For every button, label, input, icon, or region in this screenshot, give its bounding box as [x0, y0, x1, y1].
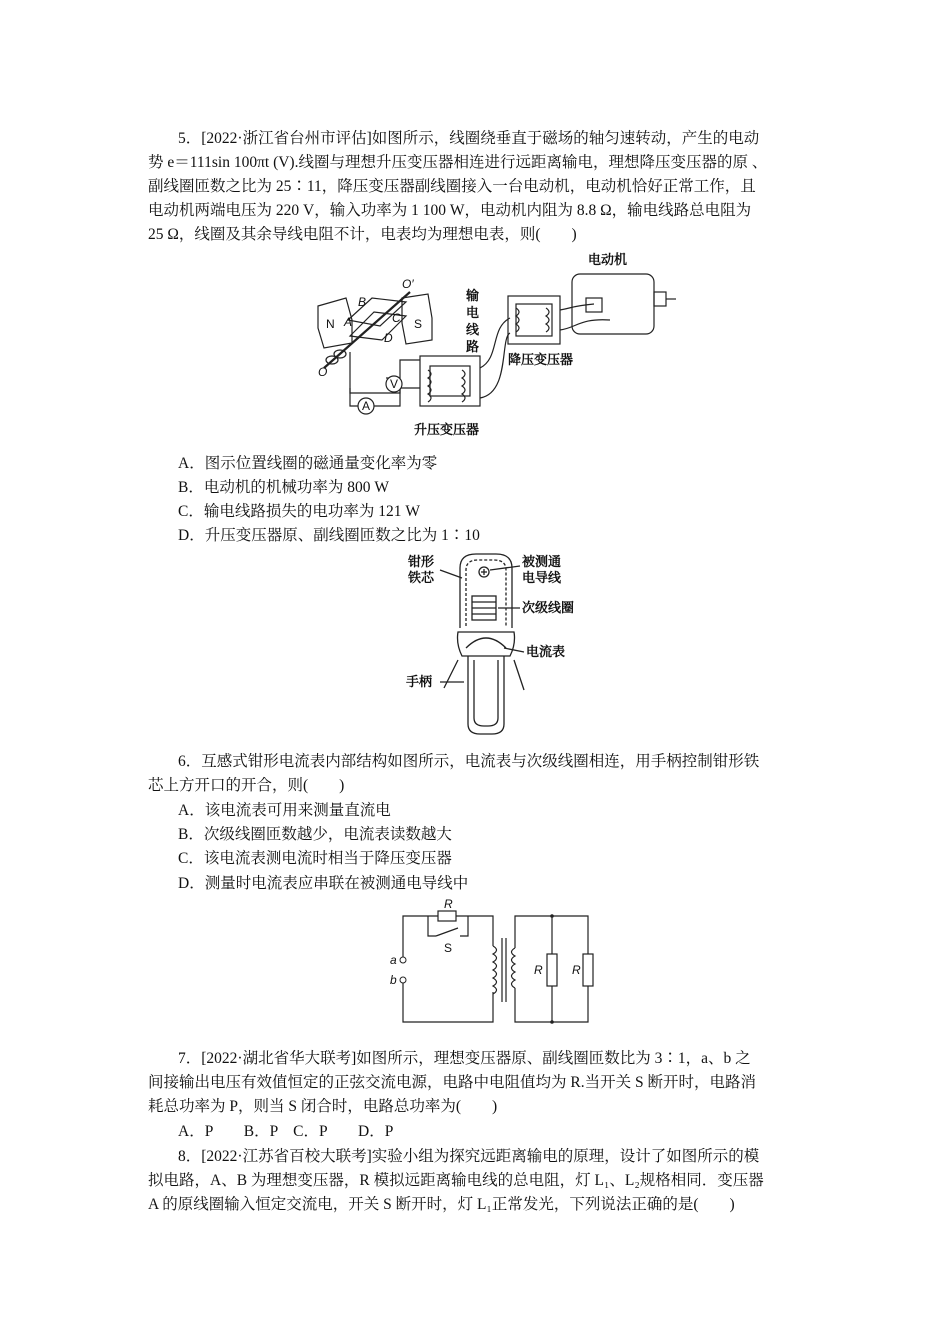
q5-option-a: A．图示位置线圈的磁通量变化率为零 [178, 455, 438, 472]
q7-line-3: 耗总功率为 P，则当 S 闭合时，电路总功率为( ) [148, 1098, 498, 1115]
label-r-top: R [444, 898, 453, 911]
terminal-b [400, 977, 406, 983]
q8-line-3: A 的原线圈输入恒定交流电，开关 S 断开时，灯 L₁正常发光，下列说法正确的是( ) [148, 1196, 735, 1213]
label-r-right: R [572, 963, 581, 977]
q6-option-d: D．测量时电流表应串联在被测通电导线中 [178, 875, 469, 892]
label-b: B [358, 295, 367, 309]
step-up-label: 升压变压器 [414, 422, 480, 437]
q7-options: A．P B．P C．P D．P [178, 1123, 394, 1140]
wire-label-2: 电导线 [522, 570, 562, 585]
secondary-coil-label: 次级线圈 [522, 600, 575, 615]
q6-figure [400, 548, 580, 740]
ammeter-label: 电流表 [526, 644, 566, 659]
q5-line-4: 电动机两端电压为 220 V，输入功率为 1 100 W，电动机内阻为 8.8 Ω，输电线路总电阻为 [148, 202, 752, 219]
q6-option-b: B．次级线圈匝数越少，电流表读数越大 [178, 826, 452, 843]
q8-line-1: 8．[2022·江苏省百校大联考]实验小组为探究远距离输电的原理，设计了如图所示的模 [178, 1148, 760, 1165]
q5-line-3: 副线圈匝数之比为 25∶11，降压变压器副线圈接入一台电动机，电动机恰好正常工作，且 [148, 178, 756, 195]
label-s: S [414, 317, 423, 331]
q7-line-1: 7．[2022·湖北省华大联考]如图所示，理想变压器原、副线圈匝数比为 3∶1，a、b 之 [178, 1050, 751, 1067]
terminal-a [400, 957, 406, 963]
q7-line-2: 间接输出电压有效值恒定的正弦交流电源，电路中电阻值均为 R.当开关 S 断开时，电路消 [148, 1074, 756, 1091]
q5-option-b: B．电动机的机械功率为 800 W [178, 479, 389, 496]
line-label-2: 电 [466, 305, 480, 320]
v-meter-label: V [389, 377, 399, 391]
label-o: O [318, 365, 328, 379]
a-meter-label: A [361, 399, 371, 413]
q5-line-5: 25 Ω，线圈及其余导线电阻不计，电表均为理想电表，则( ) [148, 226, 577, 243]
wire-label-1: 被测通 [522, 554, 562, 569]
label-a: A [344, 315, 353, 329]
q6-line-1: 6．互感式钳形电流表内部结构如图所示，电流表与次级线圈相连，用手柄控制钳形铁 [178, 753, 760, 770]
label-a-terminal: a [390, 953, 397, 967]
q7-figure [388, 898, 608, 1028]
q5-line-1: 5．[2022·浙江省台州市评估]如图所示，线圈绕垂直于磁场的轴匀速转动，产生的电动 [178, 130, 760, 147]
core-label-2: 铁芯 [408, 570, 435, 585]
q6-option-c: C．该电流表测电流时相当于降压变压器 [178, 850, 452, 867]
q5-figure [310, 248, 680, 443]
line-label-3: 线 [466, 322, 480, 337]
q5-line-2: 势 e＝111sin 100πt (V).线圈与理想升压变压器相连进行远距离输电，理想降压变压器的原 、 [148, 154, 768, 171]
label-n: N [326, 317, 335, 331]
label-c: C [392, 311, 401, 325]
motor-label: 电动机 [588, 252, 628, 267]
label-d: D [384, 331, 393, 345]
q5-option-c: C．输电线路损失的电功率为 121 W [178, 503, 420, 520]
label-b-terminal: b [390, 973, 397, 987]
label-r-left: R [534, 963, 543, 977]
core-label-1: 钳形 [408, 554, 435, 569]
q8-line-2: 拟电路，A、B 为理想变压器，R 模拟远距离输电线的总电阻，灯 L₁、L₂规格相同．变压器 [148, 1172, 764, 1189]
label-o-prime: O′ [402, 277, 414, 291]
q5-option-d: D．升压变压器原、副线圈匝数之比为 1∶10 [178, 527, 480, 544]
handle-label: 手柄 [406, 674, 433, 689]
line-label-4: 路 [466, 339, 480, 354]
line-label-1: 输 [466, 288, 480, 303]
step-down-label: 降压变压器 [508, 352, 574, 367]
q6-option-a: A．该电流表可用来测量直流电 [178, 802, 391, 819]
label-switch: S [444, 941, 453, 955]
q6-line-2: 芯上方开口的开合，则( ) [148, 777, 345, 794]
